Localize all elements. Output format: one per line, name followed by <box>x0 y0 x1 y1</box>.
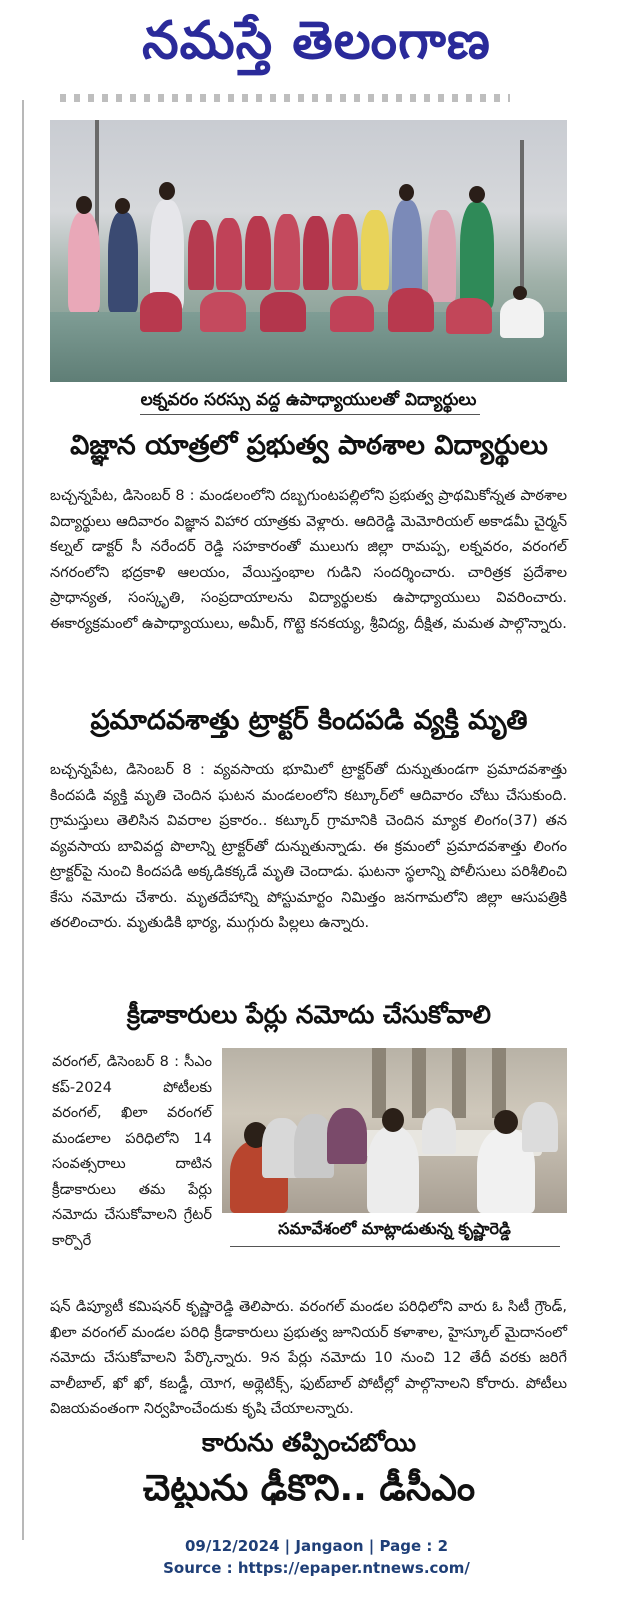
person <box>245 216 271 290</box>
person <box>332 214 358 290</box>
photo-caption: లక్నవరం సరస్సు వద్ద ఉపాధ్యాయులతో విద్యార్థులు <box>140 390 477 410</box>
person <box>460 202 494 308</box>
column-rule <box>22 100 24 1540</box>
person <box>392 200 422 300</box>
person <box>108 212 138 312</box>
person-head <box>115 198 130 214</box>
person <box>260 292 306 332</box>
curtain <box>492 1048 506 1118</box>
masthead <box>0 0 633 86</box>
article-body: బచ్చన్నపేట, డిసెంబర్ 8 : మండలంలోని దబ్బగుంటపల్లిలోని ప్రభుత్వ ప్రాథమికోన్నత పాఠశాల విద్యార్థులు ఆదివారం విజ్ఞాన విహార యాత్రకు వెళ్లారు. ఆదిరెడ్డి మెమోరియల్ అకాడమీ చైర్మన్ కల్నల్ డాక్టర్ సీ నరేందర్ రెడ్డి సహకారంతో ములుగు జిల్లా రామప్ప, లక్నవరం, వరంగల్ నగరంలోని భద్రకాళి ఆలయం, వేయిస్తంభాల గుడిని సందర్శించారు. చారిత్రక ప్రదేశాల ప్రాధాన్యత, సంస్కృతి, సంప్రదాయాలను విద్యార్థులకు ఉపాధ్యాయులు వివరించారు. ఈకార్యక్రమంలో ఉపాధ్యాయులు, అమీర్, గొట్టె కనకయ్య, శ్రీవిద్య, దీక్షిత, మమత పాల్గొన్నారు. <box>50 488 567 632</box>
person <box>200 292 246 332</box>
article-headline: ప్రమాదవశాత్తు ట్రాక్టర్ కిందపడి వ్యక్తి మృతి <box>90 705 528 736</box>
masthead-title: నమస్తే తెలంగాణ <box>142 11 491 71</box>
clipped-text-strip <box>60 94 510 102</box>
person <box>500 298 544 338</box>
person <box>303 216 329 290</box>
edition-info: 09/12/2024 | Jangaon | Page : 2 <box>184 1537 449 1555</box>
curtain <box>412 1048 426 1118</box>
article-headline: క్రీడాకారులు పేర్లు నమోదు చేసుకోవాలి <box>127 1000 491 1029</box>
person <box>140 292 182 332</box>
person <box>446 298 492 334</box>
person-head <box>76 196 92 214</box>
person-head <box>399 184 414 201</box>
article-headline: చెట్టును ఢీకొని.. డీసీఎం <box>142 1468 476 1508</box>
person <box>428 210 456 302</box>
students-group-photo <box>50 120 567 382</box>
person <box>522 1102 558 1152</box>
person-head <box>159 182 175 200</box>
person <box>361 210 389 290</box>
person-head <box>382 1108 404 1132</box>
curtain <box>452 1048 466 1118</box>
person <box>422 1108 456 1154</box>
person-head <box>469 186 485 203</box>
page-footer <box>0 1535 633 1579</box>
meeting-photo <box>222 1048 567 1213</box>
person <box>330 296 374 332</box>
caption-underline <box>230 1246 560 1247</box>
article-headline: విజ్ఞాన యాత్రలో ప్రభుత్వ పాఠశాల విద్యార్థులు <box>70 430 548 461</box>
person-head <box>513 286 527 300</box>
article-body-side: వరంగల్, డిసెంబర్ 8 : సీఎం కప్-2024 పోటీలకు వరంగల్, ఖిలా వరంగల్ మండలాల పరిధిలోని 14 సంవత్సరాలు దాటిన క్రీడాకారులు తమ పేర్లు నమోదు చేసుకోవాలని గ్రేటర్ కార్పొరే <box>52 1054 212 1249</box>
person <box>388 288 434 332</box>
person <box>216 218 242 290</box>
person <box>68 212 100 312</box>
person <box>274 214 300 290</box>
caption-underline <box>140 414 480 415</box>
curtain <box>372 1048 386 1118</box>
article-body: బచ్చన్నపేట, డిసెంబర్ 8 : వ్యవసాయ భూమిలో ట్రాక్టర్‌తో దున్నుతుండగా ప్రమాదవశాత్తు కిందపడి వ్యక్తి మృతి చెందిన ఘటన మండలంలోని కట్కూర్‌లో ఆదివారం చోటు చేసుకుంది. గ్రామస్తులు తెలిసిన వివరాల ప్రకారం.. కట్కూర్ గ్రామానికి చెందిన మ్యాక లింగం(37) తన వ్యవసాయ బావివద్ద పొలాన్ని ట్రాక్టర్‌తో దున్నుతున్నాడు. ఈ క్రమంలో ప్రమాదవశాత్తు లింగం ట్రాక్టర్‌పై నుంచి కిందపడి అక్కడికక్కడే మృతి చెందాడు. ఘటనా స్థలాన్ని పోలీసులు పరిశీలించి కేసు నమోదు చేశారు. మృతదేహాన్ని పోస్టుమార్టం నిమిత్తం జనగామలోని జిల్లా ఆసుపత్రికి తరలించారు. మృతుడికి భార్య, ముగ్గురు పిల్లలు ఉన్నారు. <box>50 762 567 931</box>
source-link[interactable]: Source : https://epaper.ntnews.com/ <box>163 1559 470 1577</box>
person <box>188 220 214 290</box>
article-body: షన్ డిప్యూటీ కమిషనర్ కృష్ణారెడ్డి తెలిపారు. వరంగల్ మండల పరిధిలోని వారు ఓ సిటీ గ్రౌండ్, ఖిలా వరంగల్ మండల పరిధి క్రీడాకారులు ప్రభుత్వ జూనియర్ కళాశాల, హైస్కూల్ మైదానంలో నమోదు చేసుకోవాలని పేర్కొన్నారు. 9న పేర్లు నమోదు 10 నుంచి 12 తేదీ వరకు జరిగే వాలీబాల్, ఖో ఖో, కబడ్డీ, యోగ, అథ్లెటిక్స్, ఫుట్‌బాల్ పోటీల్లో పాల్గొనాలని కోరారు. పోటీలు విజయవంతంగా నిర్వహించేందుకు కృషి చేయాలన్నారు. <box>50 1299 567 1417</box>
person-head <box>494 1110 518 1134</box>
article-kicker: కారును తప్పించబోయి <box>202 1428 416 1457</box>
photo-caption: సమావేశంలో మాట్లాడుతున్న కృష్ణారెడ్డి <box>278 1219 511 1238</box>
person <box>367 1126 419 1213</box>
person <box>327 1108 367 1164</box>
